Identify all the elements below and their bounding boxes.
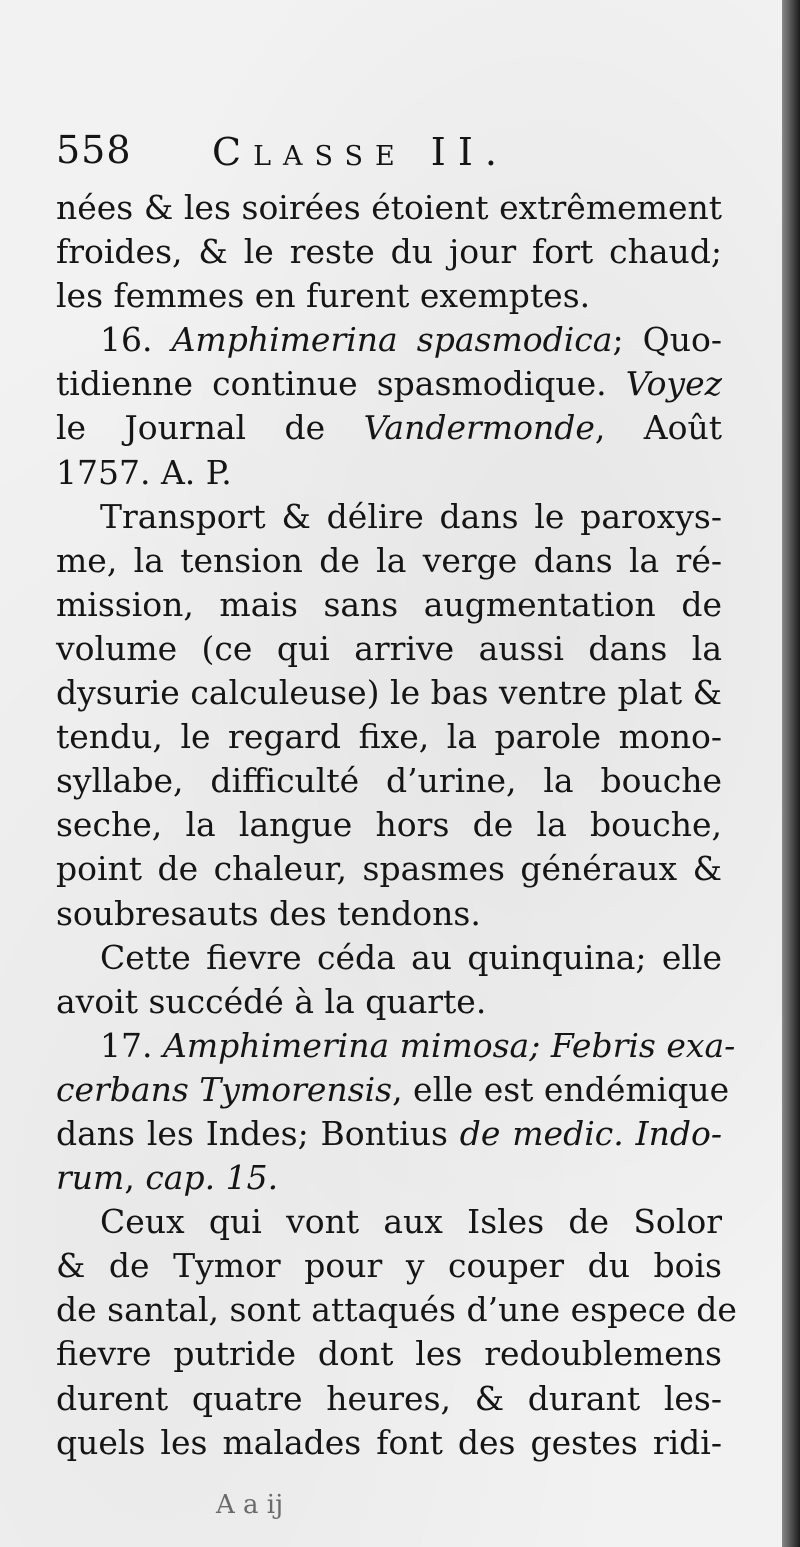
text-line: de santal, sont attaqués d’une espece de <box>56 1290 737 1330</box>
body-text <box>56 186 737 1465</box>
text-line: seche, la langue hors de la bouche, <box>56 805 722 845</box>
text-line <box>56 1068 730 1112</box>
text-fragment: tidienne continue spasmodique. <box>56 364 626 404</box>
text-line: Transport & délire dans le paroxys- <box>100 496 722 536</box>
entry-16-heading <box>56 318 722 362</box>
text-line: point de chaleur, spasmes généraux & <box>56 849 722 889</box>
text-fragment: ; Quo- <box>612 320 722 360</box>
text-line: me, la tension de la verge dans la ré- <box>56 540 722 580</box>
text-line: quels les malades font des gestes ridi- <box>56 1422 722 1462</box>
citation: cap. 15. <box>145 1158 279 1198</box>
text-line: soubresauts des tendons. <box>56 893 481 933</box>
text-line: Cette fievre céda au quinquina; elle <box>100 937 722 977</box>
text-fragment: , elle est endémique <box>392 1069 730 1109</box>
page-header <box>56 128 736 184</box>
text-fragment: cerbans Tymorensis <box>56 1069 393 1109</box>
entry-number: 17. <box>100 1025 163 1065</box>
text-line: 1757. A. P. <box>56 452 232 492</box>
running-head: Classe II. <box>212 130 509 174</box>
text-line: & de Tymor pour y couper du bois <box>56 1246 722 1286</box>
text-line: avoit succédé à la quarte. <box>56 981 487 1021</box>
text-line <box>56 362 722 406</box>
text-line: dysurie calculeuse) le bas ventre plat & <box>56 673 722 713</box>
text-line: volume (ce qui arrive aussi dans la <box>56 628 722 668</box>
text-fragment: dans les Indes; Bontius <box>56 1113 460 1153</box>
text-line: durent quatre heures, & durant les- <box>56 1378 722 1418</box>
text-fragment: , Août <box>594 408 722 448</box>
text-line: syllabe, difficulté d’urine, la bouche <box>56 761 722 801</box>
text-line: nées & les soirées étoient extrêmement <box>56 188 722 227</box>
text-line: mission, mais sans augmentation de <box>56 584 722 624</box>
text-fragment: le Journal de <box>56 408 364 448</box>
species-name: Amphimerina mimosa; Febris exa- <box>162 1025 736 1065</box>
text-line <box>56 1156 722 1200</box>
book-gutter <box>782 0 800 1547</box>
page-number: 558 <box>56 128 132 172</box>
text-line: fievre putride dont les redoublemens <box>56 1334 722 1374</box>
text-fragment: Voyez <box>625 364 722 404</box>
citation: rum <box>56 1158 125 1198</box>
text-line: les femmes en furent exemptes. <box>56 276 591 316</box>
text-line: froides, & le reste du jour fort chaud; <box>56 232 722 272</box>
text-line <box>56 1112 722 1156</box>
author-name: Vandermonde <box>363 408 595 448</box>
species-name: Amphimerina spasmodica <box>171 320 613 360</box>
entry-number: 16. <box>100 320 172 360</box>
text-line: tendu, le regard fixe, la parole mono- <box>56 717 722 757</box>
citation: de medic. Indo- <box>459 1113 722 1153</box>
text-fragment: , <box>124 1158 146 1198</box>
text-line <box>56 406 722 450</box>
entry-17-heading <box>56 1024 736 1068</box>
signature-mark: A a ij <box>216 1490 284 1520</box>
text-line: Ceux qui vont aux Isles de Solor <box>100 1202 722 1242</box>
